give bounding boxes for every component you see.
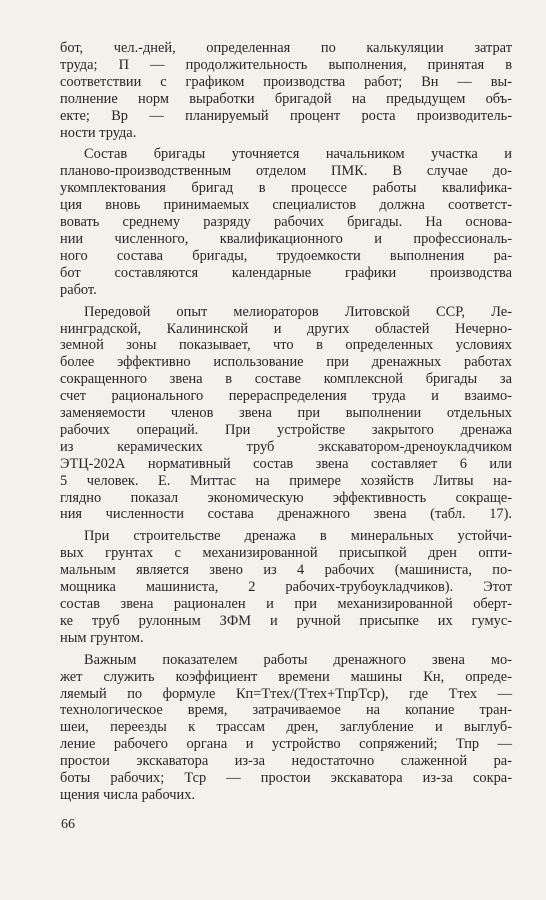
body-text (60, 40, 512, 809)
text-line: полнение норм выработки бригадой на предыдущем объ- (60, 90, 512, 107)
text-line: Передовой опыт мелиораторов Литовской ССР, Ле- (84, 303, 512, 320)
text-line: счет рационального перераспределения труда и взаимо- (60, 388, 512, 405)
text-line: планово-производственным отделом ПМК. В случае до- (60, 163, 512, 180)
text-line: укомплектования бригад в процессе работы квалифика- (60, 180, 512, 197)
text-line: 5 человек. Е. Миттас на примере хозяйств Литвы на- (60, 472, 512, 489)
text-line: екте; Вр — планируемый процент роста производитель- (60, 107, 512, 124)
text-line: вовать среднему разряду рабочих бригады. На основа- (60, 214, 512, 231)
text-line: технологическое время, затрачиваемое на копание тран- (60, 702, 512, 719)
text-line: глядно показал экономическую эффективность сокраще- (60, 489, 512, 506)
text-line: состав звена рационален и при механизированной оберт- (60, 596, 512, 612)
text-line: труда; П — продолжительность выполнения, принятая в (60, 56, 512, 73)
text-line: ным грунтом. (60, 629, 144, 646)
text-line: жет служить коэффициент времени машины Кн, опреде- (60, 668, 512, 685)
text-line: простои экскаватора из-за недостаточно слаженной ра- (60, 753, 512, 770)
text-line: ке труб рулонным ЗФМ и ручной присыпке их гумус- (60, 612, 512, 629)
text-line: земной зоны показывает, что в определенных условиях (60, 337, 512, 354)
paragraph-4 (60, 528, 512, 646)
paragraph-5 (60, 652, 512, 804)
text-line: ление рабочего органа и устройство сопряжений; Тпр — (60, 736, 512, 753)
text-line: заменяемости членов звена при выполнении отдельных (60, 405, 512, 422)
page-number: 66 (61, 817, 75, 832)
text-line: При строительстве дренажа в минеральных устойчи- (84, 528, 512, 545)
text-line: ляемый по формуле Кп=Ттех/(Ттех+ТпрТср), где Ттех — (60, 685, 512, 702)
text-line: бот составляются календарные графики производства (60, 264, 512, 281)
text-line: из керамических труб экскаватором-дреноукладчиком (60, 438, 512, 455)
text-line: ности труда. (60, 124, 137, 141)
text-line: ция вновь принимаемых специалистов должна соответст- (60, 197, 512, 214)
text-line: вых грунтах с механизированной присыпкой дрен опти- (60, 545, 512, 562)
text-line: ного состава бригады, трудоемкости выполнения ра- (60, 247, 512, 264)
text-line: более эффективно использование при дренажных работах (60, 354, 512, 371)
paragraph-1 (60, 40, 512, 141)
text-line: мальным является звено из 4 рабочих (машиниста, по- (60, 562, 512, 579)
text-line: ния численности состава дренажного звена (табл. 17). (60, 506, 512, 523)
text-line: работ. (60, 281, 97, 298)
text-line: нинградской, Калининской и других областей Нечерно- (60, 320, 512, 337)
text-line: Важным показателем работы дренажного звена мо- (84, 651, 512, 668)
text-line: шеи, переезды к трассам дрен, заглубление и выглуб- (60, 719, 512, 736)
text-line: рабочих операций. При устройстве закрытого дренажа (60, 421, 512, 438)
text-line: бот, чел.-дней, определенная по калькуляции затрат (60, 40, 512, 56)
text-line: щения числа рабочих. (60, 786, 196, 803)
text-line: сокращенного звена в составе комплексной бригады за (60, 371, 512, 388)
text-line: соответствии с графиком производства работ; Вн — вы- (60, 73, 512, 90)
paragraph-3 (60, 304, 512, 524)
text-line: боты рабочих; Тср — простои экскаватора из-за сокра- (60, 770, 512, 787)
paragraph-2 (60, 146, 512, 298)
text-line: ЭТЦ-202А нормативный состав звена составляет 6 или (60, 455, 512, 472)
text-line: Состав бригады уточняется начальником участка и (84, 146, 512, 163)
text-line: мощника машиниста, 2 рабочих-трубоукладчиков). Этот (60, 579, 512, 596)
text-line: нии численного, квалификационного и профессиональ- (60, 230, 512, 247)
